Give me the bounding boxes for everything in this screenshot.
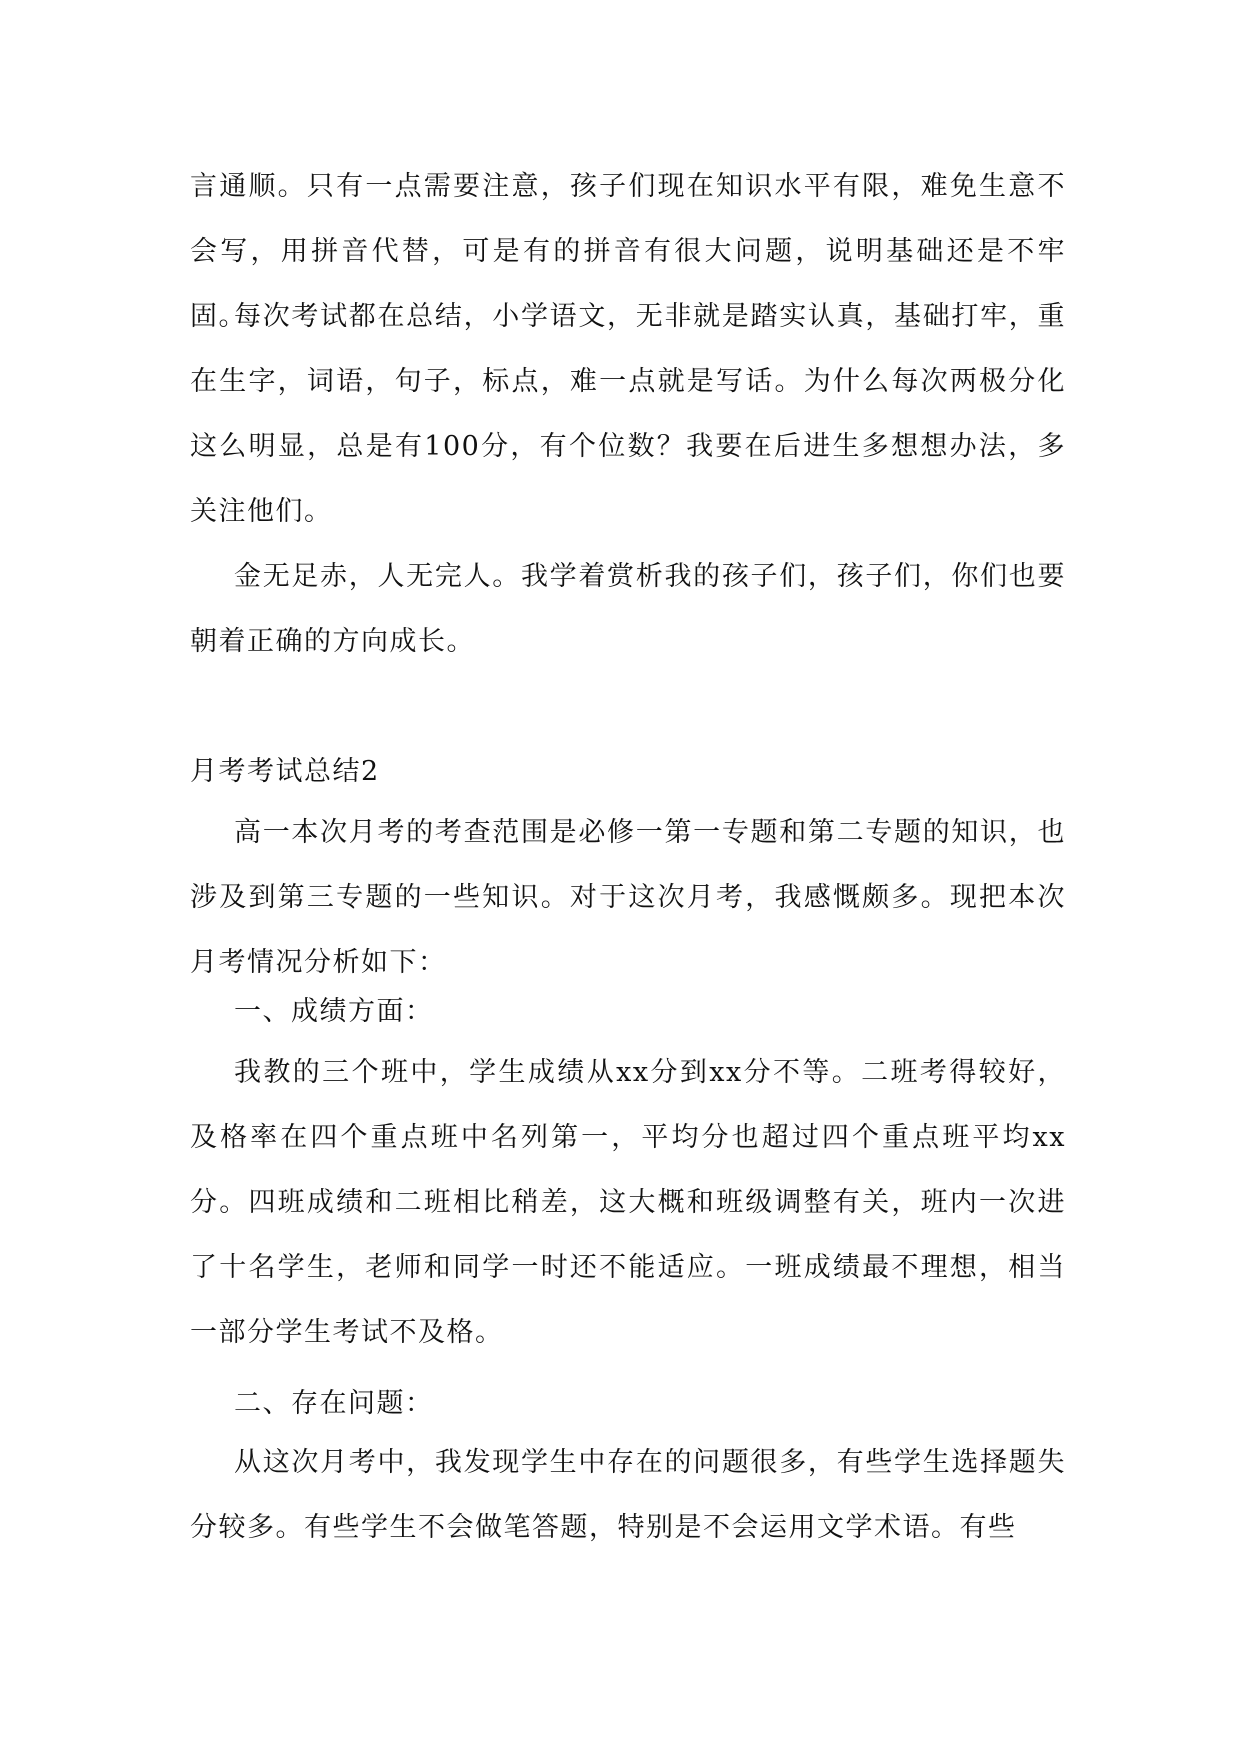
section-title: 月考考试总结2: [190, 756, 380, 787]
paragraph-5: 我教的三个班中，学生成绩从xx分到xx分不等。二班考得较好，及格率在四个重点班中名列第一，平均分也超过四个重点班平均xx分。四班成绩和二班相比稍差，这大概和班级调整有关，班内一次进了十名学生，老师和同学一时还不能适应。一班成绩最不理想，相当一部分学生考试不及格。: [190, 1057, 1066, 1348]
paragraph-4: 高一本次月考的考查范围是必修一第一专题和第二专题的知识，也涉及到第三专题的一些知识。对于这次月考，我感慨颇多。现把本次月考情况分析如下：: [190, 817, 1066, 978]
paragraph-2: 每次考试都在总结，小学语文，无非就是踏实认真，基础打牢，重在生字，词语，句子，标点，难一点就是写话。为什么每次两极分化这么明显，总是有100分，有个位数？我要在后进生多想想办法，多关注他们。: [190, 301, 1066, 527]
subheading-1: 一、成绩方面：: [234, 996, 434, 1027]
paragraph-1: 言通顺。只有一点需要注意，孩子们现在知识水平有限，难免生意不会写，用拼音代替，可是有的拼音有很大问题，说明基础还是不牢固。: [190, 171, 1066, 332]
paragraph-3: 金无足赤，人无完人。我学着赏析我的孩子们，孩子们，你们也要朝着正确的方向成长。: [190, 561, 1066, 657]
subheading-2: 二、存在问题：: [234, 1388, 434, 1419]
paragraph-6: 从这次月考中，我发现学生中存在的问题很多，有些学生选择题失分较多。有些学生不会做笔答题，特别是不会运用文学术语。有些: [190, 1447, 1066, 1543]
